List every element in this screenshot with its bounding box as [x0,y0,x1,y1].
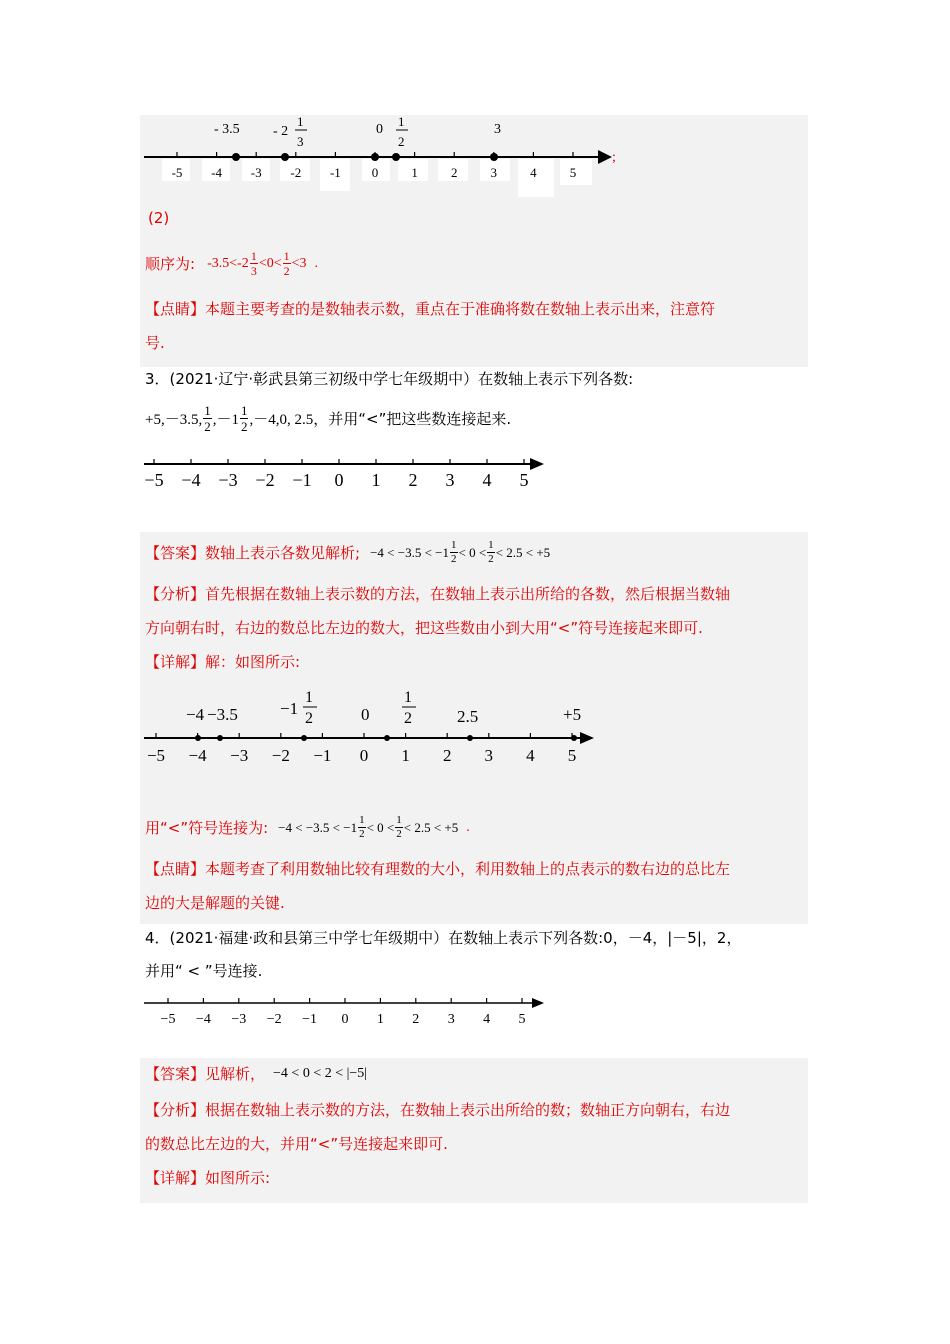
axis-tick-label: −5 [146,746,166,765]
semicolon: ; [612,150,616,165]
frac-num: 1 [488,539,494,551]
label-neg-3-5: - 3.5 [214,122,240,137]
axis-tick-label: −3 [231,1012,247,1027]
connect-frac-1 [358,815,366,840]
axis-tick-label: 3 [447,1012,455,1027]
question-4-heading: 4．(2021·福建·政和县第三中学七年级期中）在数轴上表示下列各数:0，－4，|－5|，2， [145,929,742,947]
number-line-q2 [140,115,630,205]
axis-arrow [532,998,544,1008]
axis-tick-label: 5 [569,165,577,180]
comment-q2-line1 [145,298,715,319]
point-1-2 [392,153,400,161]
axis-tick-label: −5 [160,1012,176,1027]
order-period: . [314,255,319,271]
order-val-2: -2 [237,255,249,271]
answer-expr: −4 < 0 < 2 < |−5| [273,1065,368,1081]
connect-expr-a: −4 < −3.5 < −1 [278,819,358,835]
axis-tick-label: 5 [519,470,529,490]
frac-num: 1 [359,814,365,826]
detail-label: 【详解】 [145,1169,206,1187]
label-neg-4: −4 [186,705,205,724]
axis-tick-label: −2 [266,1012,282,1027]
point-0 [371,153,379,161]
numbers-tail: ，并用“<”把这些数连接起来. [313,410,512,428]
answer-label: 【答案】 [145,544,206,562]
answer-text: 数轴上表示各数见解析; [205,544,361,562]
detail-text: 如图所示: [205,1169,271,1187]
connect-period: . [466,819,470,835]
connect-expr-b: < 0 < [366,819,395,835]
label-3: 3 [494,122,501,137]
number-line-q4 [140,995,560,1035]
comment-label: 【点睛】 [145,300,206,318]
point-1-2 [384,735,390,741]
point-5 [571,735,577,741]
label-neg-3-5: −3.5 [207,705,238,724]
analysis-q3-line2: 方向朝右时，右边的数总比左边的数大，把这些数由小到大用“<”符号连接起来即可. [145,619,703,637]
axis-tick-label: −1 [302,1012,318,1027]
answer-expr-b: < 0 < [458,544,487,560]
axis-tick-label: 4 [526,746,535,765]
frac-den: 2 [488,553,494,565]
order-line [145,250,318,277]
axis-tick-label: −1 [313,746,332,765]
detail-label: 【详解】 [145,653,206,671]
label-0: 0 [361,705,370,724]
comment-q3-line1 [145,858,730,879]
axis-tick-label: -4 [211,165,223,180]
analysis-label: 【分析】 [145,1101,206,1119]
order-lt-3: <3 [291,255,307,271]
axis-tick-label: 5 [518,1012,526,1027]
comment-q3-line2: 边的大是解题的关键. [145,894,285,912]
detail-q3 [145,651,300,672]
axis-tick-label: −2 [271,746,290,765]
axis-tick-label: 2 [442,746,452,765]
axis-tick-label: 4 [483,1012,491,1027]
question-3-heading: 3．(2021·辽宁·彰武县第三初级中学七年级期中）在数轴上表示下列各数: [145,370,634,388]
order-frac-2 [283,250,291,277]
axis-tick-label: 1 [376,1012,384,1027]
connect-frac-2 [395,815,403,840]
point-neg-3-5 [232,153,240,161]
numbers-frac-1 [203,404,212,433]
frac-den: 2 [240,419,248,434]
frac-num: 1 [396,814,402,826]
frac-den: 2 [283,264,290,278]
analysis-label: 【分析】 [145,585,206,603]
order-lt-2: <0< [258,255,282,271]
point-3 [490,153,498,161]
label-frac-num: 1 [297,114,304,129]
label-half-den: 2 [404,710,412,727]
part-2-label: (2) [148,209,170,227]
axis-tick-label: 0 [334,470,344,490]
axis-tick-label: 0 [359,746,369,765]
axis-tick-label: 3 [490,165,498,180]
connect-expr-c: < 2.5 < +5 [403,819,459,835]
numbers-prefix: +5,－3.5, [145,412,203,428]
number-line-q3 [140,450,550,495]
label-half-den: 2 [398,134,405,149]
answer-frac-2 [487,540,495,565]
label-half-num: 1 [404,689,412,706]
frac-den: 2 [204,419,211,434]
label-mixed-den: 2 [305,710,313,727]
frac-num: 1 [240,403,248,418]
axis-arrow [580,732,594,744]
question-3-numbers [145,404,511,433]
answer-q3 [145,540,550,565]
axis-tick-label: 1 [411,165,418,180]
answer-q4 [145,1063,367,1084]
label-half-num: 1 [398,114,405,129]
detail-text: 解：如图所示: [205,653,301,671]
answer-label: 【答案】 [145,1065,206,1083]
axis-tick-label: 1 [371,470,381,490]
frac-den: 2 [359,828,365,840]
frac-den: 2 [451,553,457,565]
frac-num: 1 [204,403,211,418]
question-4-heading-line2: 并用“ < ”号连接. [145,962,263,980]
axis-arrow [598,150,612,164]
frac-num: 1 [451,539,457,551]
axis-tick-label: 4 [530,165,537,180]
axis-tick-label: 2 [408,470,418,490]
label-mixed-num: 1 [305,689,313,706]
axis-tick-label: -2 [290,165,302,180]
comment-label: 【点睛】 [145,860,206,878]
axis-tick-label: −1 [292,470,312,490]
axis-tick-label: −4 [188,746,207,765]
axis-tick-label: −3 [218,470,238,490]
numbers-suffix: ,－4,0, 2.5 [249,412,314,428]
answer-text: 见解析， [205,1065,266,1083]
analysis-q3-line1 [145,583,730,604]
order-val-1: -3.5 [207,255,230,271]
label-2-5: 2.5 [457,707,479,726]
answer-expr-c: < 2.5 < +5 [495,544,551,560]
point-2-5 [467,735,473,741]
axis-tick-label: −2 [255,470,275,490]
order-frac-1 [250,250,258,277]
analysis-q4-line2: 的数总比左边的大，并用“<”号连接起来即可. [145,1135,448,1153]
frac-den: 3 [250,264,257,278]
label-frac-den: 3 [297,134,304,149]
label-pos-5: +5 [563,705,582,724]
axis-tick-label: −4 [195,1012,211,1027]
label-neg-1: −1 [280,699,299,718]
answer-frac-1 [450,540,458,565]
axis-arrow [530,458,544,470]
axis-tick-label: 0 [341,1012,349,1027]
numbers-mixed: ,－1 [212,412,239,428]
axis-tick-label: 5 [567,746,577,765]
point-neg-1-1-2 [301,735,307,741]
connect-q3 [145,815,470,840]
axis-tick-label: −5 [144,470,164,490]
order-label: 顺序为: [145,255,196,273]
axis-tick-label: 4 [482,470,492,490]
axis-tick-label: -3 [250,165,262,180]
analysis-text: 根据在数轴上表示数的方法，在数轴上表示出所给的数；数轴正方向朝右，右边 [205,1101,731,1119]
axis-tick-label: 3 [445,470,455,490]
comment-text: 本题考查了利用数轴比较有理数的大小，利用数轴上的点表示的数右边的总比左 [205,860,731,878]
axis-tick-label: 2 [450,165,458,180]
axis-tick-label: 2 [412,1012,420,1027]
label-0: 0 [376,122,383,137]
answer-expr-a: −4 < −3.5 < −1 [370,544,449,560]
numbers-frac-2 [240,404,249,433]
connect-text: 用“<”符号连接为: [145,819,269,837]
frac-num: 1 [283,249,290,263]
frac-den: 2 [396,828,402,840]
axis-tick-label: −4 [181,470,201,490]
detail-q4 [145,1167,270,1188]
point-neg-3-5 [217,735,223,741]
point-neg-4 [195,735,201,741]
comment-text: 本题主要考查的是数轴表示数，重点在于准确将数在数轴上表示出来，注意符 [205,300,716,318]
number-line-q3-solution [140,684,600,769]
label-neg-2: - 2 [273,124,289,139]
axis-tick-label: −3 [230,746,249,765]
order-lt-1: < [229,255,238,271]
axis-tick-label: -1 [329,165,341,180]
frac-num: 1 [250,249,257,263]
point-neg-2-1-3 [281,153,289,161]
analysis-q4-line1 [145,1099,730,1120]
axis-tick-label: 0 [371,165,379,180]
analysis-text: 首先根据在数轴上表示数的方法，在数轴上表示出所给的各数，然后根据当数轴 [205,585,731,603]
axis-tick-label: 3 [484,746,494,765]
axis-tick-label: 1 [401,746,410,765]
axis-tick-label: -5 [171,165,183,180]
comment-q2-line2: 号. [145,334,165,352]
